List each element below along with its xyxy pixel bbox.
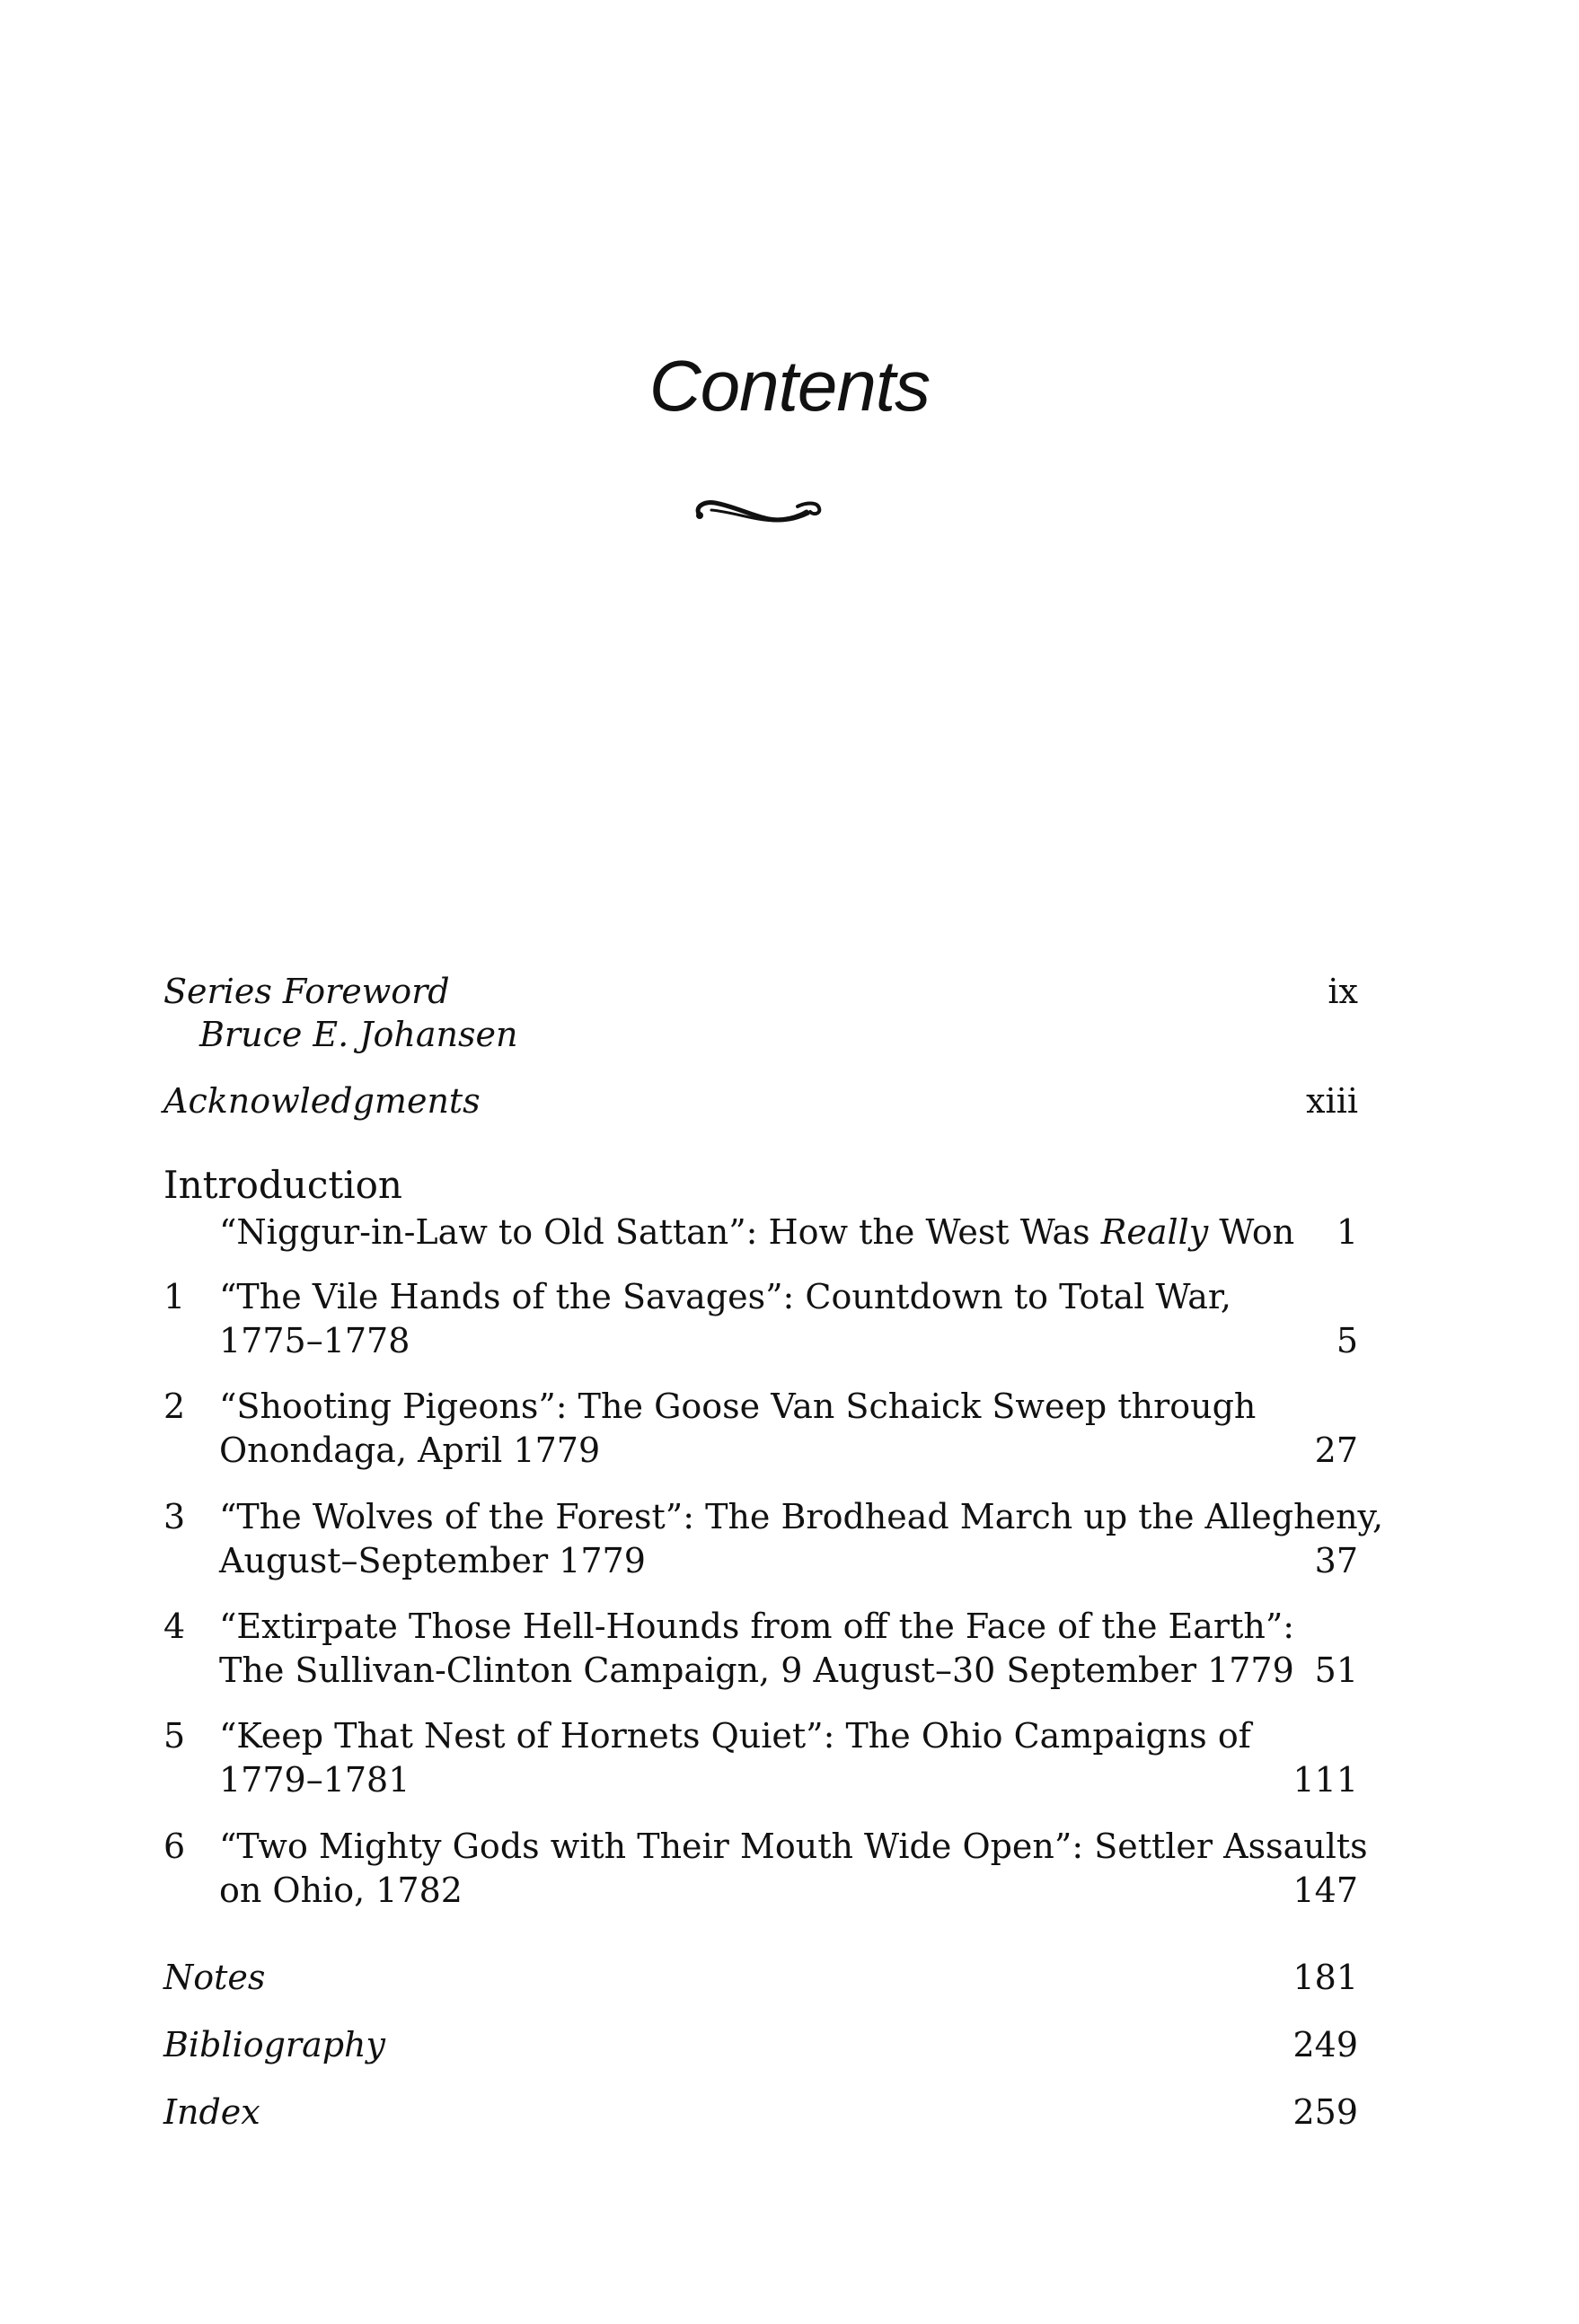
- chapter-title: “Extirpate Those Hell-Hounds from off the Face of the Earth”:: [219, 1607, 1295, 1646]
- toc-page-number: 259: [1292, 2092, 1358, 2132]
- toc-label: Series Foreword: [163, 972, 450, 1011]
- toc-page-number: 147: [1292, 1871, 1358, 1910]
- toc-page-number: 111: [1292, 1760, 1358, 1800]
- chapter-title-continued: Onondaga, April 1779: [219, 1430, 601, 1470]
- chapter-title: “Shooting Pigeons”: The Goose Van Schaick Sweep through: [219, 1386, 1257, 1426]
- toc-page-number: 249: [1292, 2025, 1358, 2064]
- chapter-number: 4: [163, 1607, 186, 1646]
- toc-label: Introduction: [163, 1163, 402, 1207]
- chapter-title-continued: The Sullivan-Clinton Campaign, 9 August–30 September 1779: [219, 1651, 1294, 1690]
- chapter-number: 3: [163, 1497, 186, 1536]
- toc-label: Notes: [163, 1958, 266, 1997]
- toc-label: Index: [163, 2092, 260, 2132]
- chapter-number: 2: [163, 1386, 186, 1426]
- toc-author: Bruce E. Johansen: [199, 1015, 518, 1054]
- chapter-title: “The Vile Hands of the Savages”: Countdown to Total War,: [219, 1277, 1231, 1316]
- page-title: Contents: [648, 346, 931, 426]
- chapter-title-continued: 1779–1781: [219, 1760, 410, 1800]
- toc-page-number: 37: [1314, 1541, 1358, 1580]
- chapter-title-continued: August–September 1779: [219, 1541, 646, 1580]
- toc-page-number: 27: [1314, 1430, 1358, 1470]
- toc-page-number: 51: [1314, 1651, 1358, 1690]
- swash-ornament-icon: [692, 476, 826, 530]
- toc-label: Bibliography: [163, 2025, 385, 2064]
- chapter-title: “Keep That Nest of Hornets Quiet”: The Ohio Campaigns of: [219, 1716, 1251, 1756]
- toc-page-number: xiii: [1306, 1081, 1358, 1121]
- chapter-number: 6: [163, 1827, 186, 1866]
- chapter-title: “Two Mighty Gods with Their Mouth Wide Open”: Settler Assaults: [219, 1827, 1368, 1866]
- chapter-number: 1: [163, 1277, 186, 1316]
- toc-page-number: 5: [1336, 1321, 1358, 1360]
- chapter-number: 5: [163, 1716, 186, 1756]
- chapter-title-continued: on Ohio, 1782: [219, 1871, 463, 1910]
- toc-page-number: 1: [1336, 1212, 1358, 1252]
- toc-page-number: 181: [1292, 1958, 1358, 1997]
- toc-label: Acknowledgments: [163, 1081, 481, 1121]
- chapter-title: “The Wolves of the Forest”: The Brodhead March up the Allegheny,: [219, 1497, 1384, 1536]
- toc-subtitle: “Niggur-in-Law to Old Sattan”: How the West Was Really Won: [219, 1212, 1295, 1252]
- toc-page-number: ix: [1328, 972, 1358, 1011]
- chapter-title-continued: 1775–1778: [219, 1321, 410, 1360]
